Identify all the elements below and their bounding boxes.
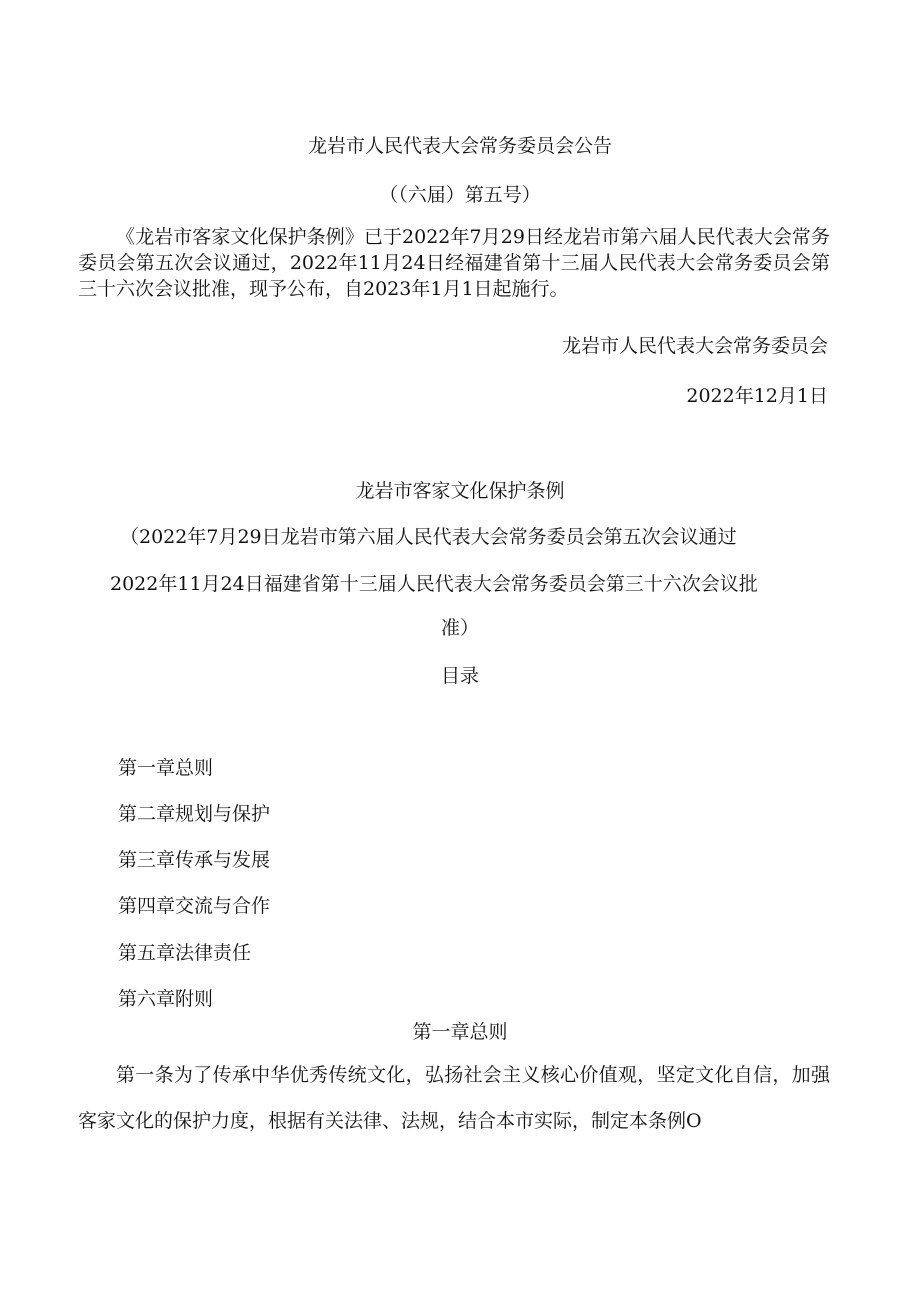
announcement-date: 2022年12月1日 — [686, 385, 828, 407]
article-1: 第一条为了传承中华优秀传统文化，弘扬社会主义核心价值观，坚定文化自信，加强客家文化的保护力度，根据有关法律、法规，结合本市实际，制定本条例O — [78, 1064, 830, 1132]
announcement-signature: 龙岩市人民代表大会常务委员会 — [561, 335, 828, 357]
chapter-1-heading: 第一章总则 — [412, 1021, 508, 1043]
announcement-number: （（六届）第五号） — [379, 184, 541, 206]
toc-item: 第三章传承与发展 — [118, 849, 271, 871]
approval-line-1: （2022年7月29日龙岩市第六届人民代表大会常务委员会第五次会议通过 — [120, 526, 737, 548]
toc-item: 第二章规划与保护 — [118, 803, 271, 825]
approval-line-2: 2022年11月24日福建省第十三届人民代表大会常务委员会第三十六次会议批 — [110, 573, 758, 595]
toc-heading: 目录 — [440, 665, 479, 687]
announcement-body: 《龙岩市客家文化保护条例》已于2022年7月29日经龙岩市第六届人民代表大会常务委员会第五次会议通过，2022年11月24日经福建省第十三届人民代表大会常务委员会第三十六次会议批准，现予公布，自2023年1月1日起施行。 — [78, 226, 830, 300]
toc-item: 第四章交流与合作 — [118, 895, 271, 917]
toc-item: 第六章附则 — [118, 988, 214, 1010]
toc-item: 第五章法律责任 — [118, 942, 252, 964]
regulation-title: 龙岩市客家文化保护条例 — [355, 480, 565, 502]
approval-line-3: 准） — [440, 617, 479, 639]
announcement-title: 龙岩市人民代表大会常务委员会公告 — [307, 135, 612, 157]
toc-item: 第一章总则 — [118, 757, 214, 779]
